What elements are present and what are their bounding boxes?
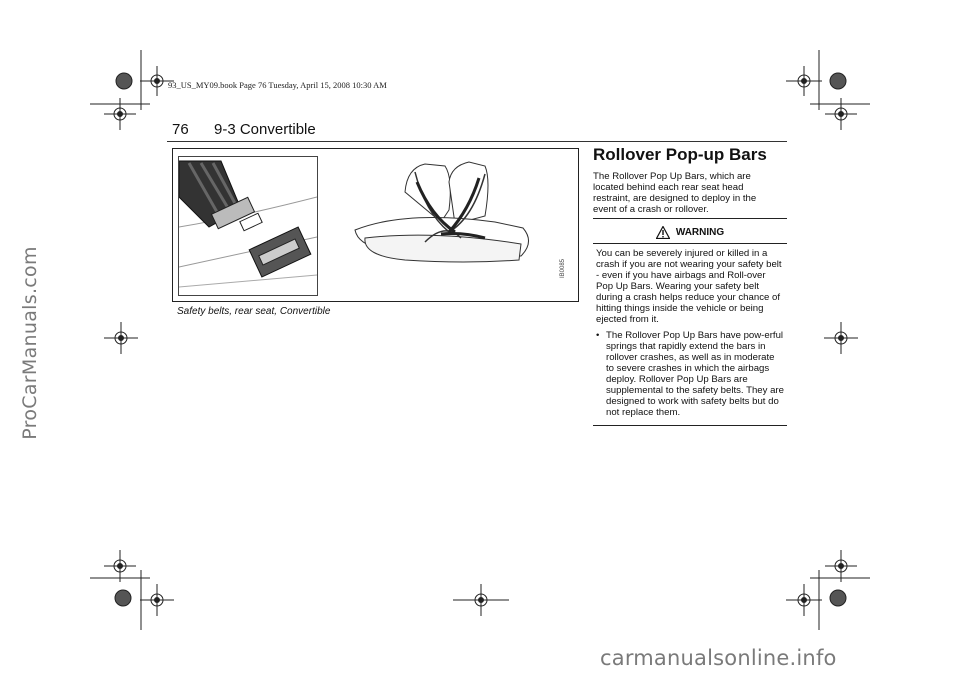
warning-bullet <box>596 330 784 418</box>
section-title: Rollover Pop-up Bars <box>593 145 767 164</box>
warning-body: You can be severely injured or killed in a crash if you are not wearing your safety belt - even if you have airbags and Roll-over Pop Up Bars. Wearing your safety belt during a crash helps reduce your chance of hitting things inside the vehicle or being ejected from it. <box>596 248 782 325</box>
bullet-dot: • <box>596 330 600 341</box>
side-watermark: ProCarManuals.com <box>19 246 41 440</box>
figure-code: IB0085 <box>560 258 566 278</box>
warning-bullet-text: The Rollover Pop Up Bars have pow-erful springs that rapidly extend the bars in rollover crashes, as well as in moderate to severe crashes in which the airbags deploy. Rollover Pop Up Bars are supplemental to the safety belts. They are designed to work with safety belts but do not replace them. <box>606 330 784 418</box>
warning-icon <box>656 226 670 239</box>
page-title: 9-3 Convertible <box>214 121 316 138</box>
book-info: 93_US_MY09.book Page 76 Tuesday, April 15, 2008 10:30 AM <box>168 80 387 90</box>
warning-header <box>593 222 787 242</box>
figure-inset <box>178 156 318 296</box>
buckle-illustration <box>179 157 317 295</box>
intro-paragraph: The Rollover Pop Up Bars, which are located behind each rear seat head restraint, are designed to deploy in the event of a crash or rollover. <box>593 171 757 215</box>
warning-divider <box>593 243 787 244</box>
warning-label: WARNING <box>675 226 725 238</box>
footer-watermark: carmanualsonline.info <box>600 646 837 670</box>
rear-seat-illustration <box>345 152 545 298</box>
figure-caption: Safety belts, rear seat, Convertible <box>177 306 331 317</box>
page-number: 76 <box>172 121 189 138</box>
header-rule <box>167 141 787 142</box>
